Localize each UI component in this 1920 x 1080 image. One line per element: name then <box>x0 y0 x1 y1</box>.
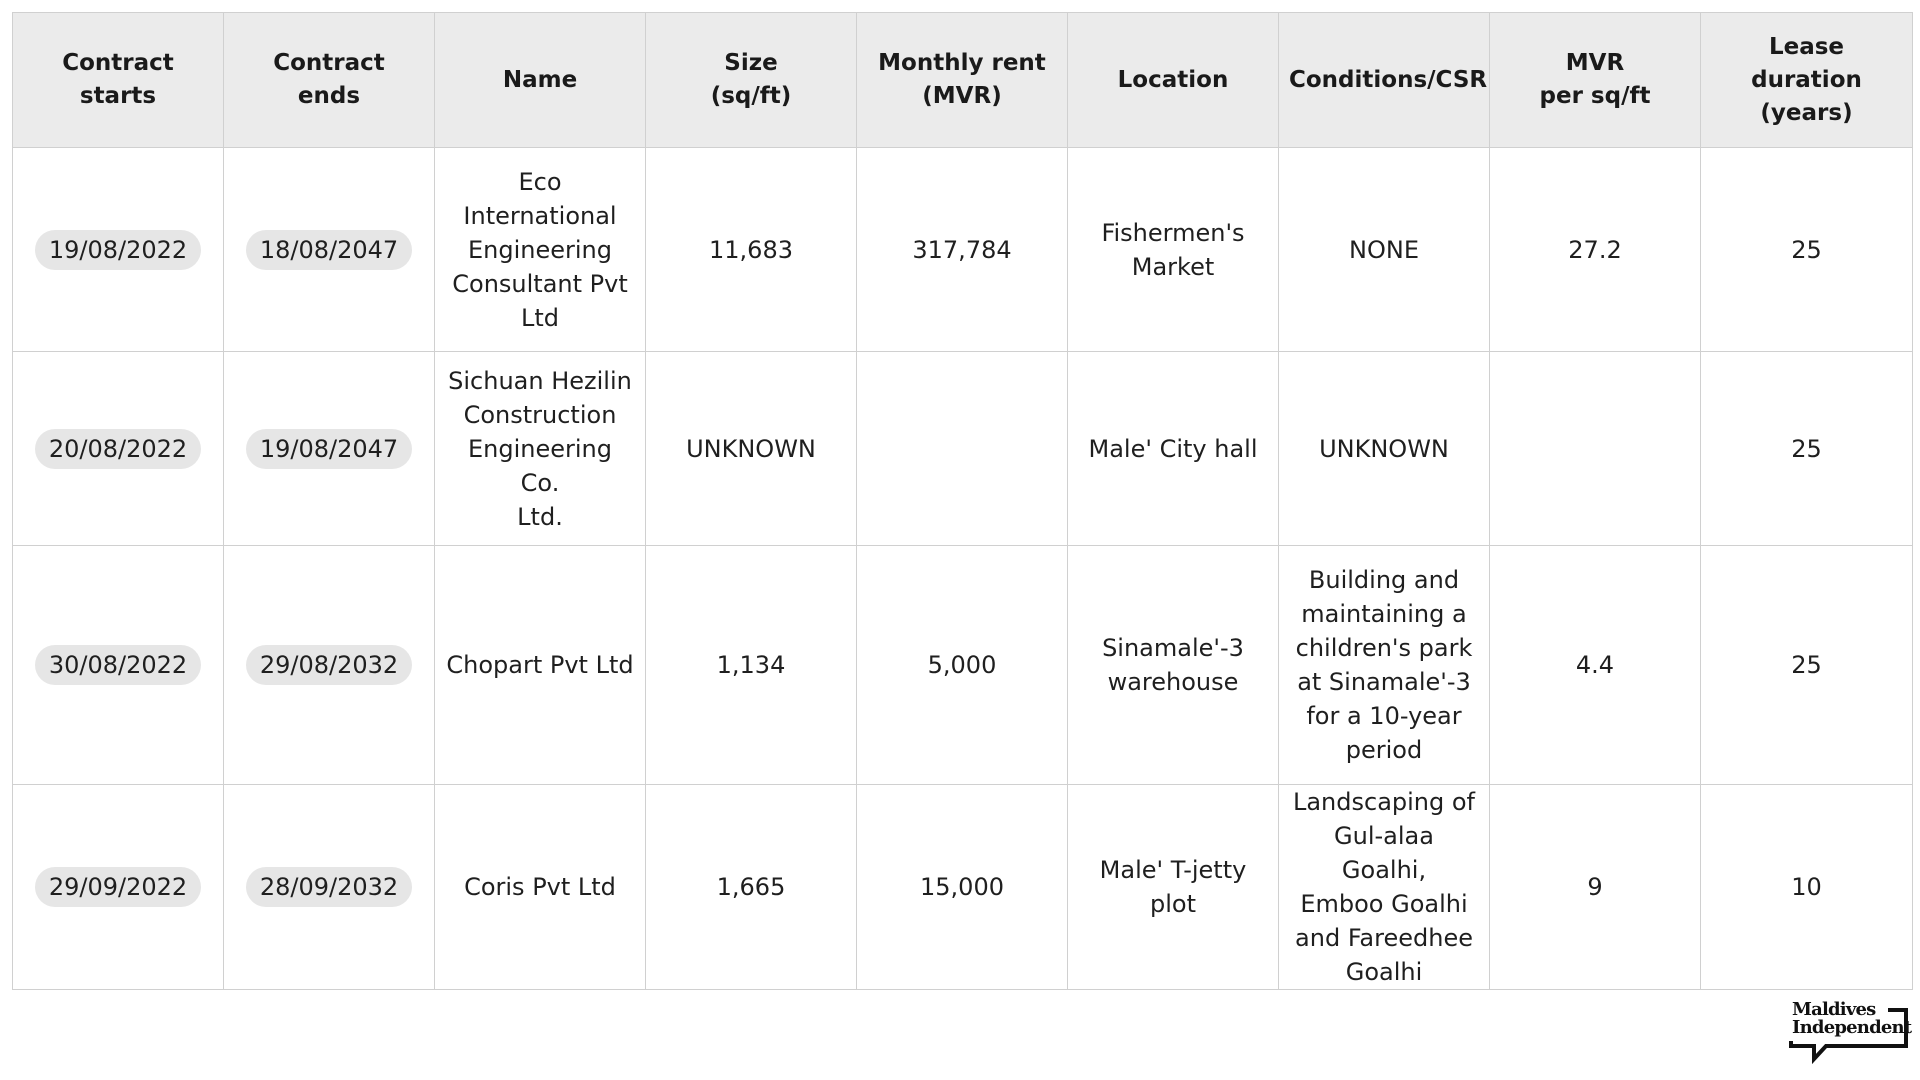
header-monthly-rent: Monthly rent (MVR) <box>857 13 1068 148</box>
cell-location: Male' T-jetty plot <box>1068 785 1279 990</box>
date-pill: 28/09/2032 <box>246 867 412 907</box>
date-pill: 19/08/2047 <box>246 429 412 469</box>
cell-conditions: UNKNOWN <box>1279 352 1490 546</box>
cell-contract-end <box>224 785 435 990</box>
date-pill: 29/08/2032 <box>246 645 412 685</box>
lease-contracts-table <box>12 12 1913 990</box>
cell-size: 1,134 <box>646 546 857 785</box>
cell-mvr-per-sqft: 27.2 <box>1490 148 1701 352</box>
date-pill: 29/09/2022 <box>35 867 201 907</box>
header-row <box>13 13 1913 148</box>
header-name: Name <box>435 13 646 148</box>
cell-contract-end <box>224 546 435 785</box>
date-pill: 18/08/2047 <box>246 230 412 270</box>
cell-lease-duration: 25 <box>1701 352 1913 546</box>
date-pill: 19/08/2022 <box>35 230 201 270</box>
cell-mvr-per-sqft <box>1490 352 1701 546</box>
cell-lease-duration: 25 <box>1701 148 1913 352</box>
table-row <box>13 352 1913 546</box>
cell-monthly-rent <box>857 352 1068 546</box>
cell-mvr-per-sqft: 4.4 <box>1490 546 1701 785</box>
table-row <box>13 148 1913 352</box>
header-size: Size (sq/ft) <box>646 13 857 148</box>
cell-location: Fishermen's Market <box>1068 148 1279 352</box>
cell-conditions: Building and maintaining a children's park at Sinamale'-3 for a 10-year period <box>1279 546 1490 785</box>
header-conditions-csr: Conditions/CSR <box>1279 13 1490 148</box>
date-pill: 20/08/2022 <box>35 429 201 469</box>
cell-lease-duration: 25 <box>1701 546 1913 785</box>
cell-name: Coris Pvt Ltd <box>435 785 646 990</box>
cell-conditions: Landscaping of Gul-alaa Goalhi, Emboo Goalhi and Fareedhee Goalhi <box>1279 785 1490 990</box>
cell-conditions: NONE <box>1279 148 1490 352</box>
cell-size: 1,665 <box>646 785 857 990</box>
date-pill: 30/08/2022 <box>35 645 201 685</box>
cell-monthly-rent: 15,000 <box>857 785 1068 990</box>
header-lease-duration: Lease duration (years) <box>1701 13 1913 148</box>
header-contract-ends: Contract ends <box>224 13 435 148</box>
cell-location: Sinamale'-3 warehouse <box>1068 546 1279 785</box>
cell-location: Male' City hall <box>1068 352 1279 546</box>
table-row <box>13 785 1913 990</box>
header-contract-starts: Contract starts <box>13 13 224 148</box>
cell-size: UNKNOWN <box>646 352 857 546</box>
cell-monthly-rent: 317,784 <box>857 148 1068 352</box>
maldives-independent-logo <box>1788 1001 1910 1067</box>
cell-contract-end <box>224 148 435 352</box>
cell-name: Sichuan Hezilin Construction Engineering Co. Ltd. <box>435 352 646 546</box>
header-location: Location <box>1068 13 1279 148</box>
cell-contract-end <box>224 352 435 546</box>
cell-lease-duration: 10 <box>1701 785 1913 990</box>
cell-contract-start <box>13 352 224 546</box>
cell-contract-start <box>13 546 224 785</box>
header-mvr-per-sqft: MVR per sq/ft <box>1490 13 1701 148</box>
table-row <box>13 546 1913 785</box>
cell-size: 11,683 <box>646 148 857 352</box>
table-body <box>13 148 1913 990</box>
cell-monthly-rent: 5,000 <box>857 546 1068 785</box>
cell-name: Chopart Pvt Ltd <box>435 546 646 785</box>
cell-contract-start <box>13 785 224 990</box>
table-header <box>13 13 1913 148</box>
cell-name: Eco International Engineering Consultant Pvt Ltd <box>435 148 646 352</box>
logo-wordmark: Maldives Independent <box>1792 999 1912 1038</box>
cell-mvr-per-sqft: 9 <box>1490 785 1701 990</box>
cell-contract-start <box>13 148 224 352</box>
